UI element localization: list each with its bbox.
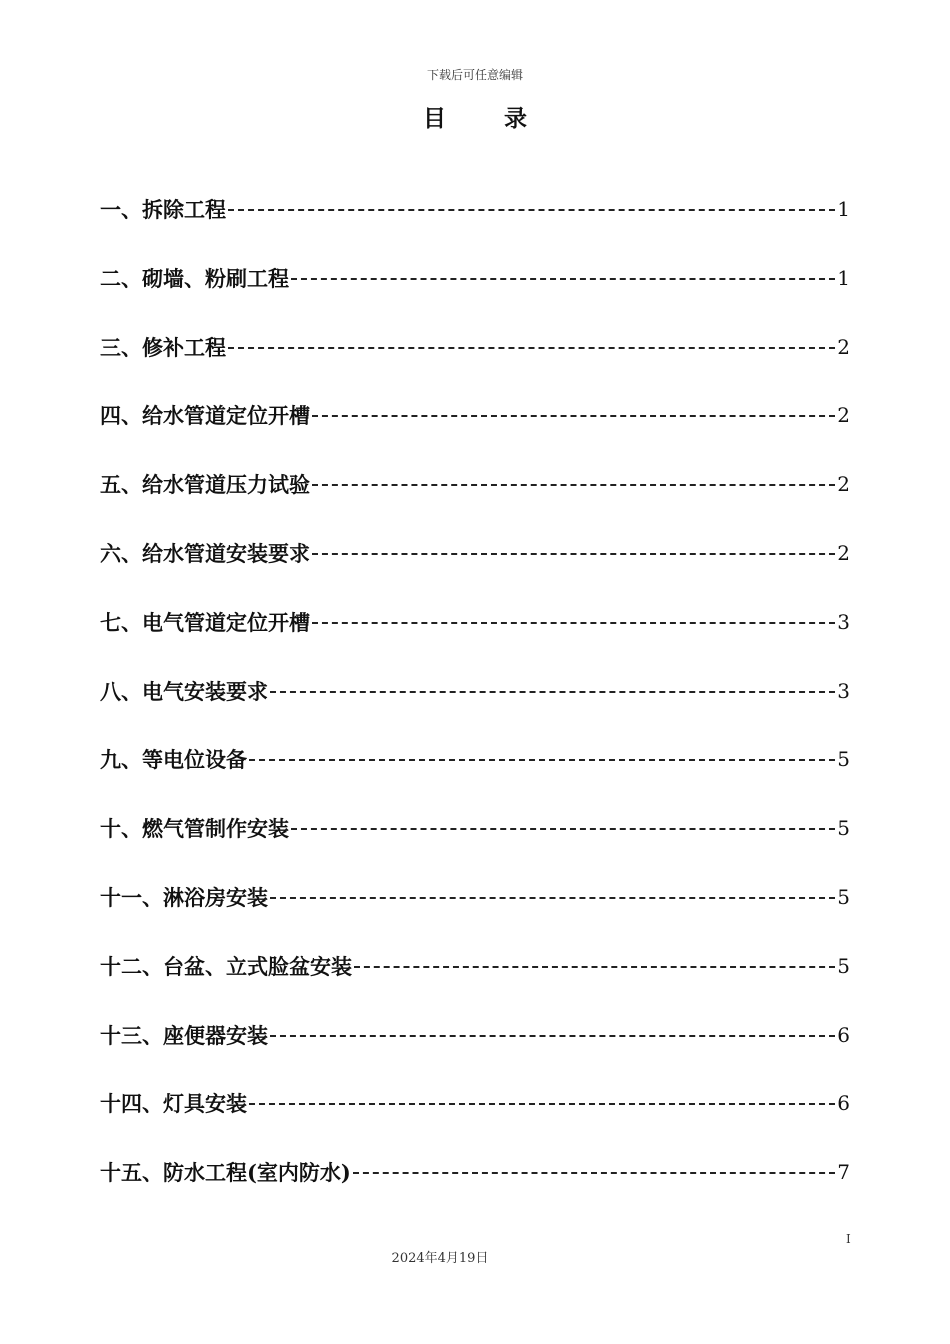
toc-entry-page: 5 <box>837 747 850 772</box>
toc-entry-label: 九、等电位设备 <box>100 747 247 773</box>
toc-leader <box>270 691 835 693</box>
toc-entry[interactable] <box>100 605 850 639</box>
title-char-2: 录 <box>504 105 527 132</box>
toc-entry-page: 5 <box>837 816 850 841</box>
toc-entry-label: 十、燃气管制作安装 <box>100 816 289 842</box>
toc-leader <box>312 484 835 486</box>
toc-entry[interactable] <box>100 467 850 501</box>
toc-entry[interactable] <box>100 811 850 845</box>
toc-entry[interactable] <box>100 330 850 364</box>
toc-entry[interactable] <box>100 949 850 983</box>
table-of-contents <box>100 192 850 1224</box>
toc-entry-label: 七、电气管道定位开槽 <box>100 609 310 635</box>
toc-entry-label: 三、修补工程 <box>100 334 226 360</box>
toc-entry[interactable] <box>100 1155 850 1189</box>
toc-entry[interactable] <box>100 880 850 914</box>
toc-entry-page: 5 <box>837 884 850 909</box>
toc-leader <box>312 415 835 417</box>
toc-entry-label: 二、砌墙、粉刷工程 <box>100 265 289 291</box>
toc-entry-label: 十四、灯具安装 <box>100 1091 247 1117</box>
toc-entry-label: 五、给水管道压力试验 <box>100 472 310 498</box>
toc-entry[interactable] <box>100 192 850 226</box>
toc-entry-label: 十五、防水工程(室内防水) <box>100 1160 351 1186</box>
page-title <box>0 100 950 133</box>
toc-entry[interactable] <box>100 674 850 708</box>
toc-entry-page: 6 <box>837 1022 850 1047</box>
toc-entry[interactable] <box>100 1018 850 1052</box>
toc-leader <box>291 278 835 280</box>
toc-entry-page: 5 <box>837 953 850 978</box>
toc-leader <box>312 622 835 624</box>
toc-entry-label: 十二、台盆、立式脸盆安装 <box>100 953 352 979</box>
toc-leader <box>291 828 835 830</box>
toc-leader <box>270 897 835 899</box>
toc-entry[interactable] <box>100 742 850 776</box>
toc-leader <box>353 1172 835 1174</box>
toc-entry-page: 2 <box>837 334 850 359</box>
toc-entry[interactable] <box>100 536 850 570</box>
toc-entry-page: 3 <box>837 609 850 634</box>
toc-leader <box>270 1035 835 1037</box>
toc-entry-page: 3 <box>837 678 850 703</box>
toc-entry-label: 八、电气安装要求 <box>100 678 268 704</box>
toc-entry-label: 一、拆除工程 <box>100 197 226 222</box>
toc-entry-page: 2 <box>837 403 850 428</box>
footer-date: 2024年4月19日 <box>391 1251 489 1266</box>
toc-entry-page: 7 <box>837 1160 850 1185</box>
toc-leader <box>228 209 835 211</box>
page-number-mark: I <box>846 1232 851 1246</box>
toc-entry[interactable] <box>100 261 850 295</box>
toc-leader <box>312 553 835 555</box>
toc-entry-label: 四、给水管道定位开槽 <box>100 403 310 429</box>
toc-entry-page: 1 <box>837 197 850 221</box>
toc-entry-page: 1 <box>837 265 850 290</box>
toc-entry-label: 十三、座便器安装 <box>100 1022 268 1048</box>
toc-leader <box>249 1103 835 1105</box>
toc-entry-page: 2 <box>837 540 850 565</box>
header-note: 下载后可任意编辑 <box>426 68 523 82</box>
toc-entry-page: 2 <box>837 472 850 497</box>
toc-entry-label: 十一、淋浴房安装 <box>100 884 268 910</box>
toc-leader <box>354 966 835 968</box>
toc-entry[interactable] <box>100 1086 850 1120</box>
toc-entry-label: 六、给水管道安装要求 <box>100 540 310 566</box>
toc-entry-page: 6 <box>837 1091 850 1116</box>
toc-leader <box>228 347 835 349</box>
toc-entry[interactable] <box>100 398 850 432</box>
title-char-1: 目 <box>423 105 446 132</box>
toc-leader <box>249 759 835 761</box>
